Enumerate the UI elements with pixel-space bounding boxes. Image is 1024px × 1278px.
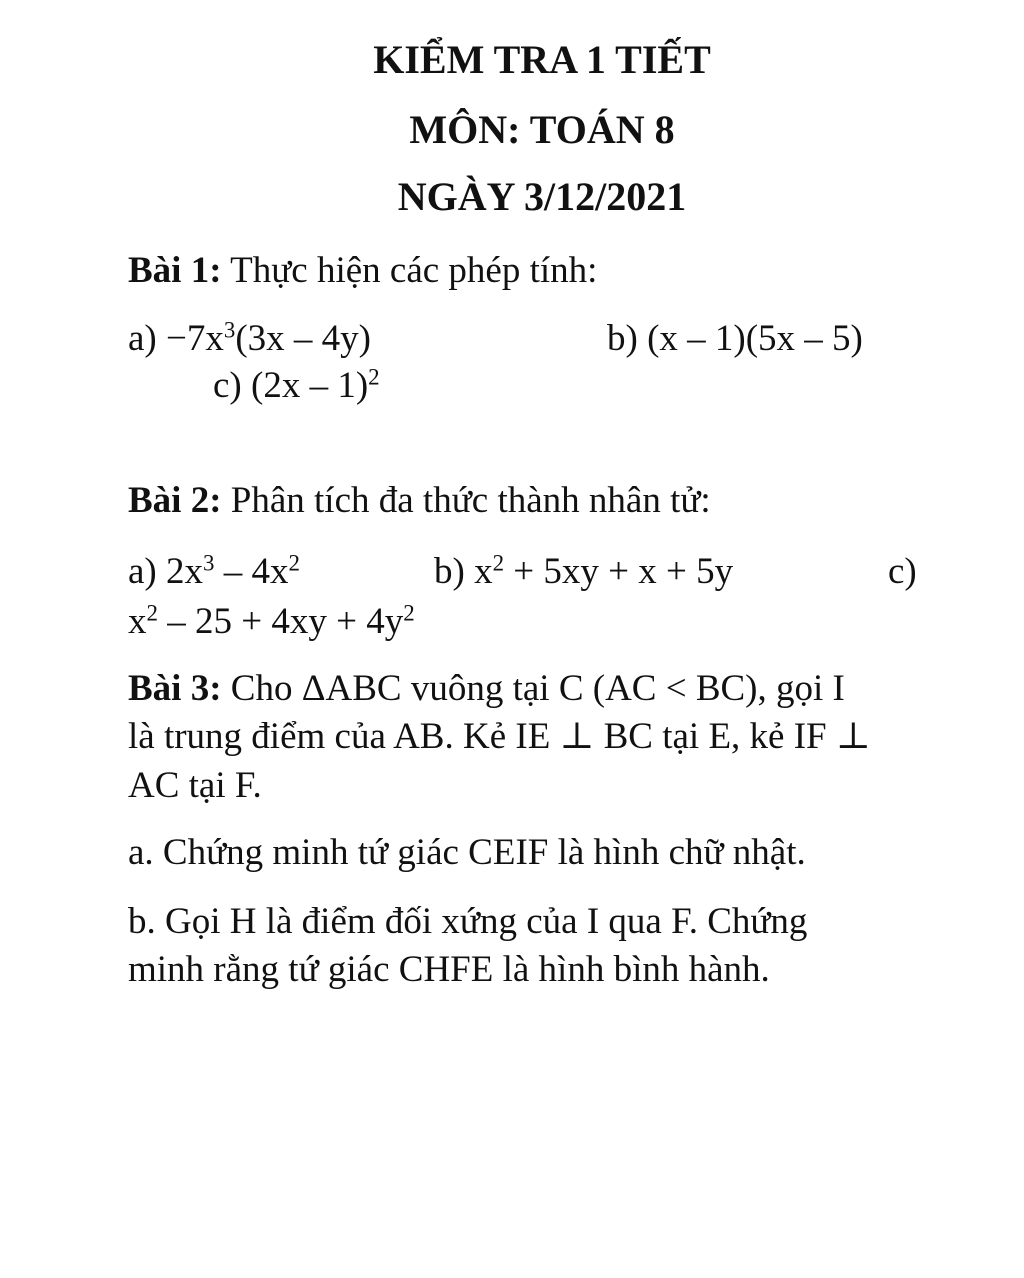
bai3-line2: là trung điểm của AB. Kẻ IE ⊥ BC tại E, kẻ IF ⊥ [128, 716, 871, 757]
bai1-prompt: Thực hiện các phép tính: [230, 250, 598, 291]
bai2-item-c-label: c) [888, 551, 917, 592]
bai2-b-post: + 5xy + x + 5y [504, 551, 734, 592]
bai2-a-exp2: 2 [288, 550, 300, 576]
bai2-item-c [128, 600, 415, 642]
bai2-c-pre: x [128, 601, 147, 642]
bai2-a-exp1: 3 [203, 550, 215, 576]
bai3-label: Bài 3: [128, 668, 222, 709]
bai1-a-exp: 3 [223, 317, 236, 343]
bai1-item-a [128, 317, 371, 359]
bai2-item-b [434, 550, 734, 592]
subject-title: MÔN: TOÁN 8 [409, 107, 675, 152]
bai1-item-c [213, 364, 380, 406]
bai2-c-exp2: 2 [403, 600, 415, 626]
date-title: NGÀY 3/12/2021 [397, 174, 687, 219]
bai2-c-exp1: 2 [146, 600, 158, 626]
bai2-c-mid: – 25 + 4xy + 4y [157, 601, 404, 642]
bai3-line1 [128, 670, 845, 707]
bai1-c-exp: 2 [368, 364, 380, 390]
bai1-heading [128, 252, 597, 289]
bai3-part-b-line1: b. Gọi H là điểm đối xứng của I qua F. Chứng [128, 901, 808, 942]
bai1-a-post: (3x – 4y) [235, 318, 371, 359]
bai2-a-pre: a) 2x [128, 551, 203, 592]
bai3-part-b-line2: minh rằng tứ giác CHFE là hình bình hành. [128, 949, 770, 990]
bai2-heading [128, 482, 711, 519]
bai3-line1-text: Cho ΔABC vuông tại C (AC < BC), gọi I [230, 668, 845, 709]
bai2-label: Bài 2: [128, 480, 222, 521]
exam-title: KIỂM TRA 1 TIẾT [373, 37, 711, 82]
bai3-part-a: a. Chứng minh tứ giác CEIF là hình chữ nhật. [128, 832, 806, 873]
bai1-c-pre: c) (2x – 1) [213, 365, 369, 406]
bai2-b-pre: b) x [434, 551, 493, 592]
bai2-a-mid: – 4x [214, 551, 289, 592]
bai3-line3: AC tại F. [128, 765, 262, 806]
bai2-prompt: Phân tích đa thức thành nhân tử: [230, 480, 711, 521]
bai1-item-b: b) (x – 1)(5x – 5) [607, 318, 863, 359]
bai1-label: Bài 1: [128, 250, 222, 291]
bai2-b-exp: 2 [492, 550, 505, 576]
bai1-a-pre: a) −7x [128, 318, 224, 359]
bai2-item-a [128, 550, 300, 592]
